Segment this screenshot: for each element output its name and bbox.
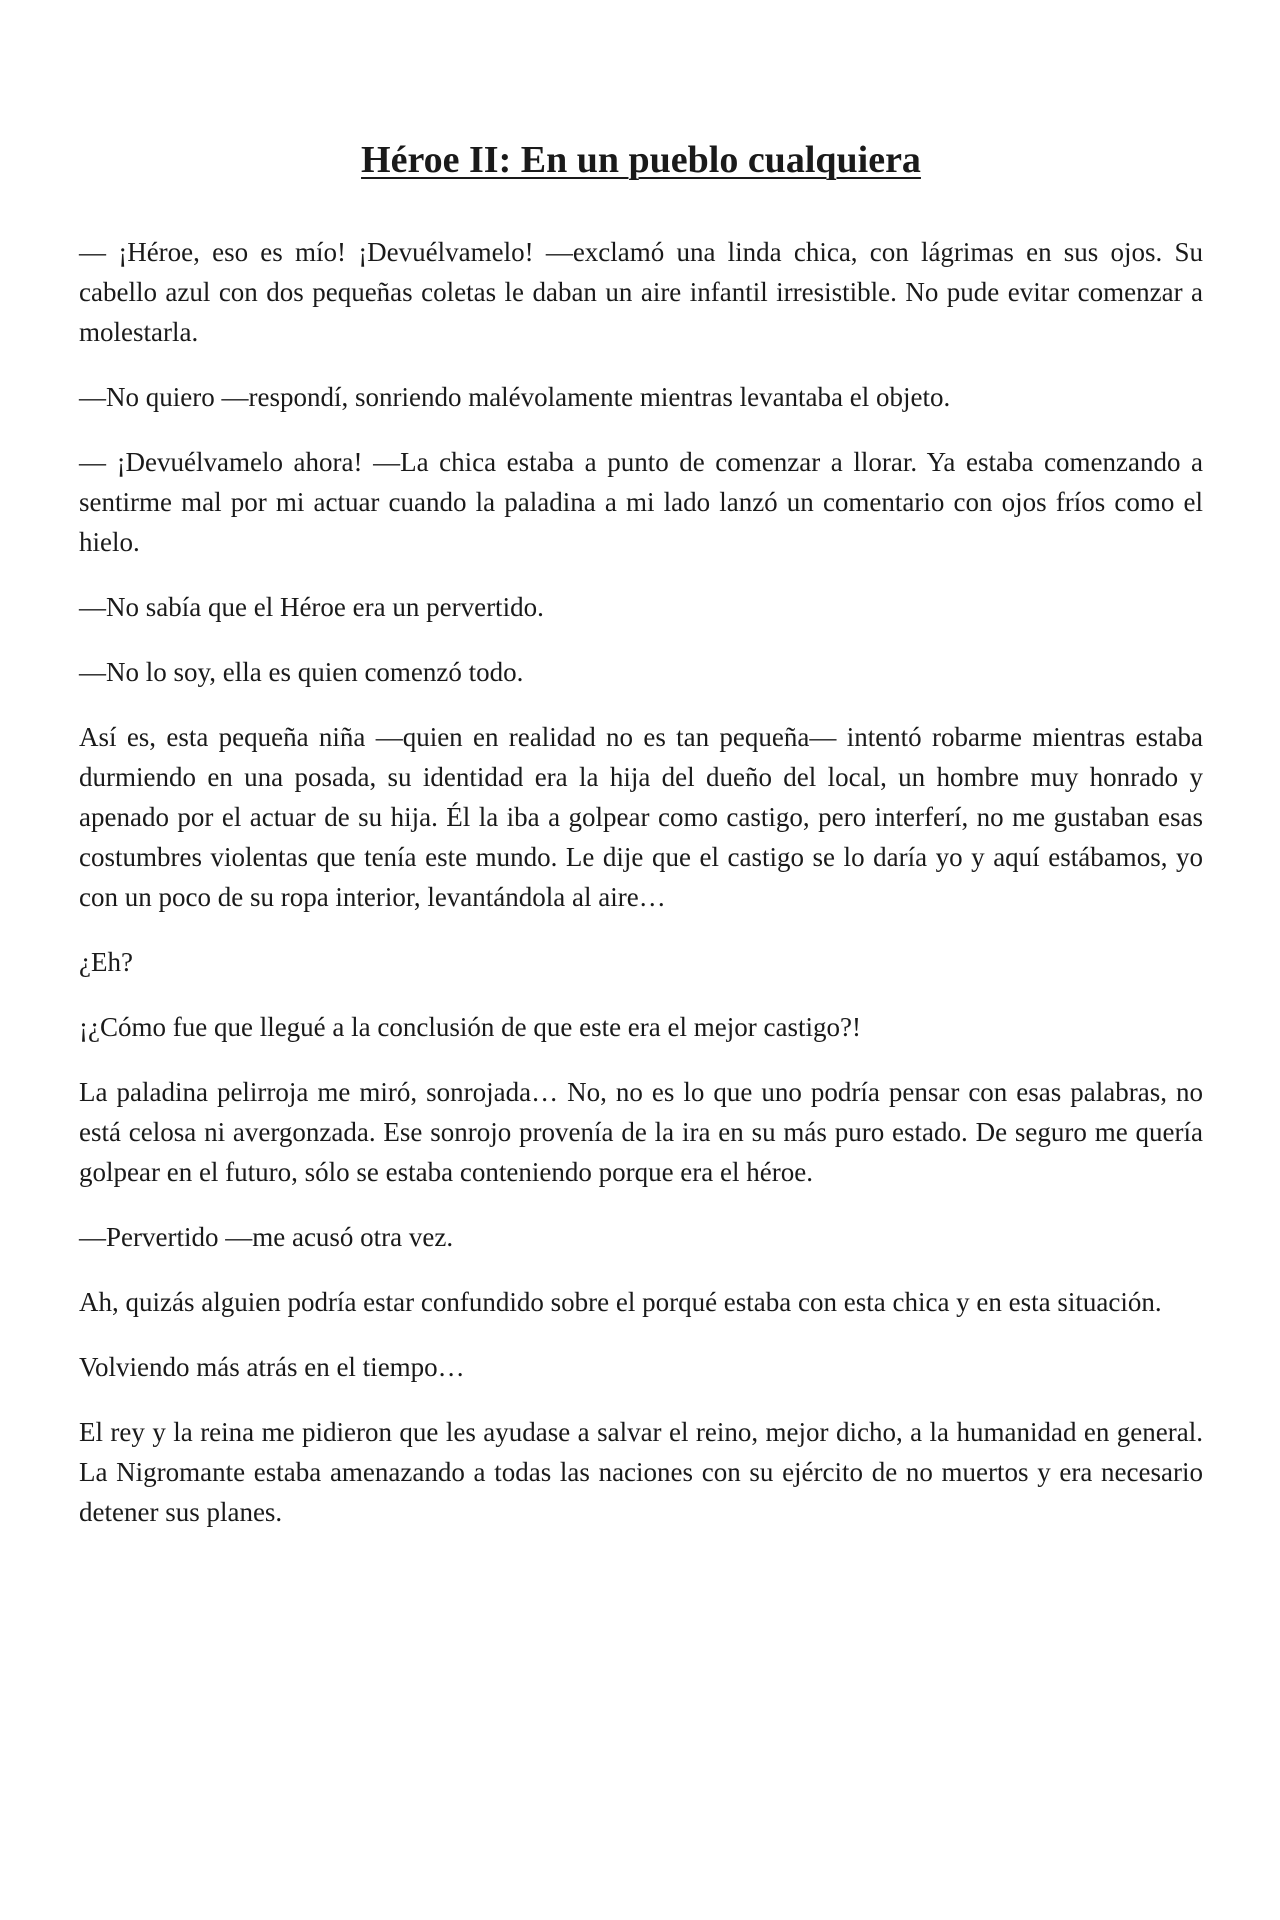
paragraph-13: El rey y la reina me pidieron que les ayudase a salvar el reino, mejor dicho, a la humanidad en general. La Nigromante estaba amenazando a todas las naciones con su ejército de no muertos y era necesario detener sus planes. <box>79 1417 1203 1527</box>
paragraph-5: —No lo soy, ella es quien comenzó todo. <box>79 657 524 687</box>
paragraph-2: —No quiero —respondí, sonriendo malévolamente mientras levantaba el objeto. <box>79 382 951 412</box>
paragraph-1: — ¡Héroe, eso es mío! ¡Devuélvamelo! —exclamó una linda chica, con lágrimas en sus ojos. Su cabello azul con dos pequeñas coletas le daban un aire infantil irresistible. No pude evitar comenzar a molestarla. <box>79 237 1203 347</box>
paragraph-4: —No sabía que el Héroe era un pervertido. <box>79 592 544 622</box>
paragraph-3: — ¡Devuélvamelo ahora! —La chica estaba a punto de comenzar a llorar. Ya estaba comenzando a sentirme mal por mi actuar cuando la paladina a mi lado lanzó un comentario con ojos fríos como el hielo. <box>79 447 1203 557</box>
paragraph-9: La paladina pelirroja me miró, sonrojada… No, no es lo que uno podría pensar con esas palabras, no está celosa ni avergonzada. Ese sonrojo provenía de la ira en su más puro estado. De seguro me quería golpear en el futuro, sólo se estaba conteniendo porque era el héroe. <box>79 1077 1203 1187</box>
paragraph-6: Así es, esta pequeña niña —quien en realidad no es tan pequeña— intentó robarme mientras estaba durmiendo en una posada, su identidad era la hija del dueño del local, un hombre muy honrado y apenado por el actuar de su hija. Él la iba a golpear como castigo, pero interferí, no me gustaban esas costumbres violentas que tenía este mundo. Le dije que el castigo se lo daría yo y aquí estábamos, yo con un poco de su ropa interior, levantándola al aire… <box>79 722 1203 912</box>
chapter-title: Héroe II: En un pueblo cualquiera <box>361 139 921 181</box>
paragraph-7: ¿Eh? <box>79 947 133 977</box>
paragraph-11: Ah, quizás alguien podría estar confundido sobre el porqué estaba con esta chica y en esta situación. <box>79 1287 1162 1317</box>
document-body <box>79 134 1203 1557</box>
paragraph-10: —Pervertido —me acusó otra vez. <box>79 1222 454 1252</box>
paragraph-12: Volviendo más atrás en el tiempo… <box>79 1352 465 1382</box>
paragraph-8: ¡¿Cómo fue que llegué a la conclusión de que este era el mejor castigo?! <box>79 1012 861 1042</box>
